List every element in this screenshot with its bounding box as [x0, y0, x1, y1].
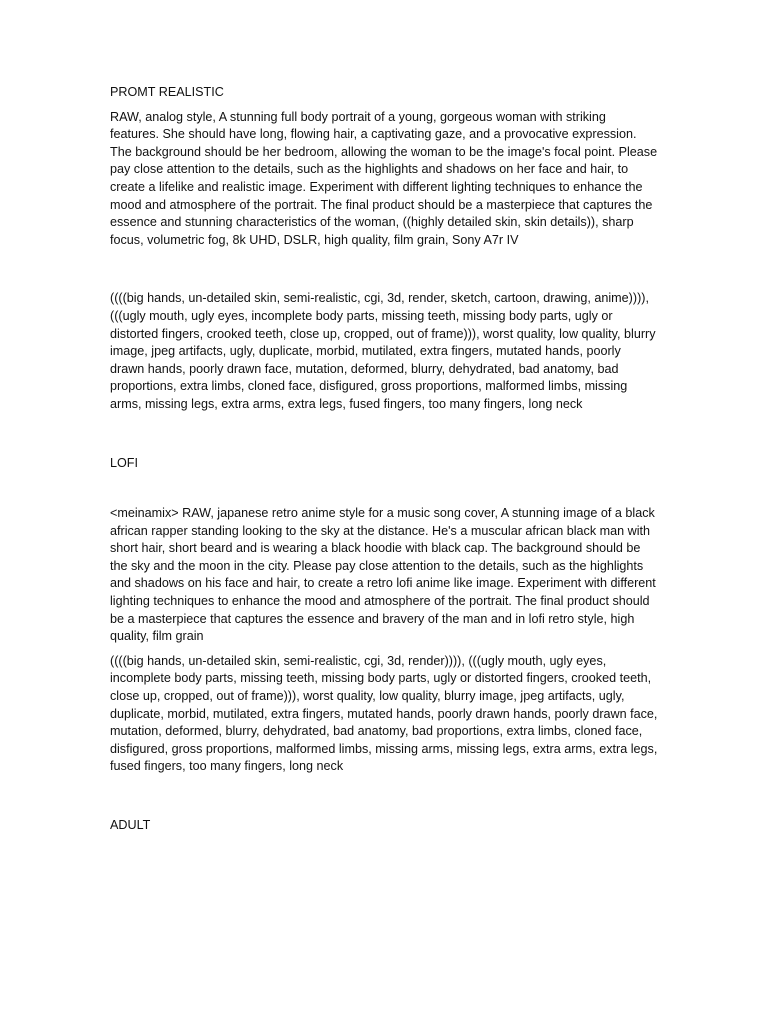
section-heading-realistic: PROMT REALISTIC — [110, 85, 224, 99]
realistic-prompt-paragraph: RAW, analog style, A stunning full body portrait of a young, gorgeous woman with striking features. She should have long, flowing hair, a captivating gaze, and a provocative expression. The background should be her bedroom, allowing the woman to be the image's focal point. Please pay close attention to the details, such as the highlights and shadows on her face and hair, to create a lifelike and realistic image. Experiment with different lighting techniques to enhance the mood and atmosphere of the portrait. The final product should be a masterpiece that captures the essence and stunning characteristics of the woman, ((highly detailed skin, skin details)), sharp focus, volumetric fog, 8k UHD, DSLR, high quality, film grain, Sony A7r IV — [110, 109, 658, 247]
spacer — [110, 421, 658, 455]
realistic-negative-prompt-paragraph: ((((big hands, un-detailed skin, semi-realistic, cgi, 3d, render, sketch, cartoon, drawing, anime)))), (((ugly mouth, ugly eyes, incomplete body parts, missing teeth, missing body parts, ugly or distorted fingers, crooked teeth, close up, cropped, out of frame))), worst quality, low quality, blurry image, jpeg artifacts, ugly, duplicate, morbid, mutilated, extra fingers, mutated hands, poorly drawn hands, poorly drawn face, mutation, deformed, blurry, dehydrated, bad anatomy, bad proportions, extra limbs, cloned face, disfigured, gross proportions, malformed limbs, missing arms, missing legs, extra arms, extra legs, fused fingers, too many fingers, long neck — [110, 291, 656, 411]
lofi-prompt-paragraph: <meinamix> RAW, japanese retro anime style for a music song cover, A stunning image of a black african rapper standing looking to the sky at the distance. He's a muscular african black man with short hair, short beard and is wearing a black hoodie with black cap. The background should be the sky and the moon in the city. Please pay close attention to the details, such as the highlights and shadows on his face and hair, to create a retro lofi anime like image. Experiment with different lighting techniques to enhance the mood and atmosphere of the portrait. The final product should be a masterpiece that captures the essence and bravery of the man and in lofi retro style, high quality, film grain — [110, 506, 656, 644]
spacer — [110, 783, 658, 817]
section-heading-lofi: LOFI — [110, 455, 138, 470]
section-heading-adult: ADULT — [110, 818, 151, 832]
spacer — [110, 256, 658, 290]
spacer — [110, 479, 658, 505]
document-page — [110, 84, 658, 842]
lofi-negative-prompt-paragraph: ((((big hands, un-detailed skin, semi-realistic, cgi, 3d, render)))), (((ugly mouth, ugly eyes, incomplete body parts, missing teeth, missing body parts, ugly or distorted fingers, crooked teeth, close up, cropped, out of frame))), worst quality, low quality, blurry image, jpeg artifacts, ugly, duplicate, morbid, mutilated, extra fingers, mutated hands, poorly drawn hands, poorly drawn face, mutation, deformed, blurry, dehydrated, bad anatomy, bad proportions, extra limbs, cloned face, disfigured, gross proportions, malformed limbs, missing arms, missing legs, extra arms, extra legs, fused fingers, too many fingers, long neck — [110, 653, 658, 774]
